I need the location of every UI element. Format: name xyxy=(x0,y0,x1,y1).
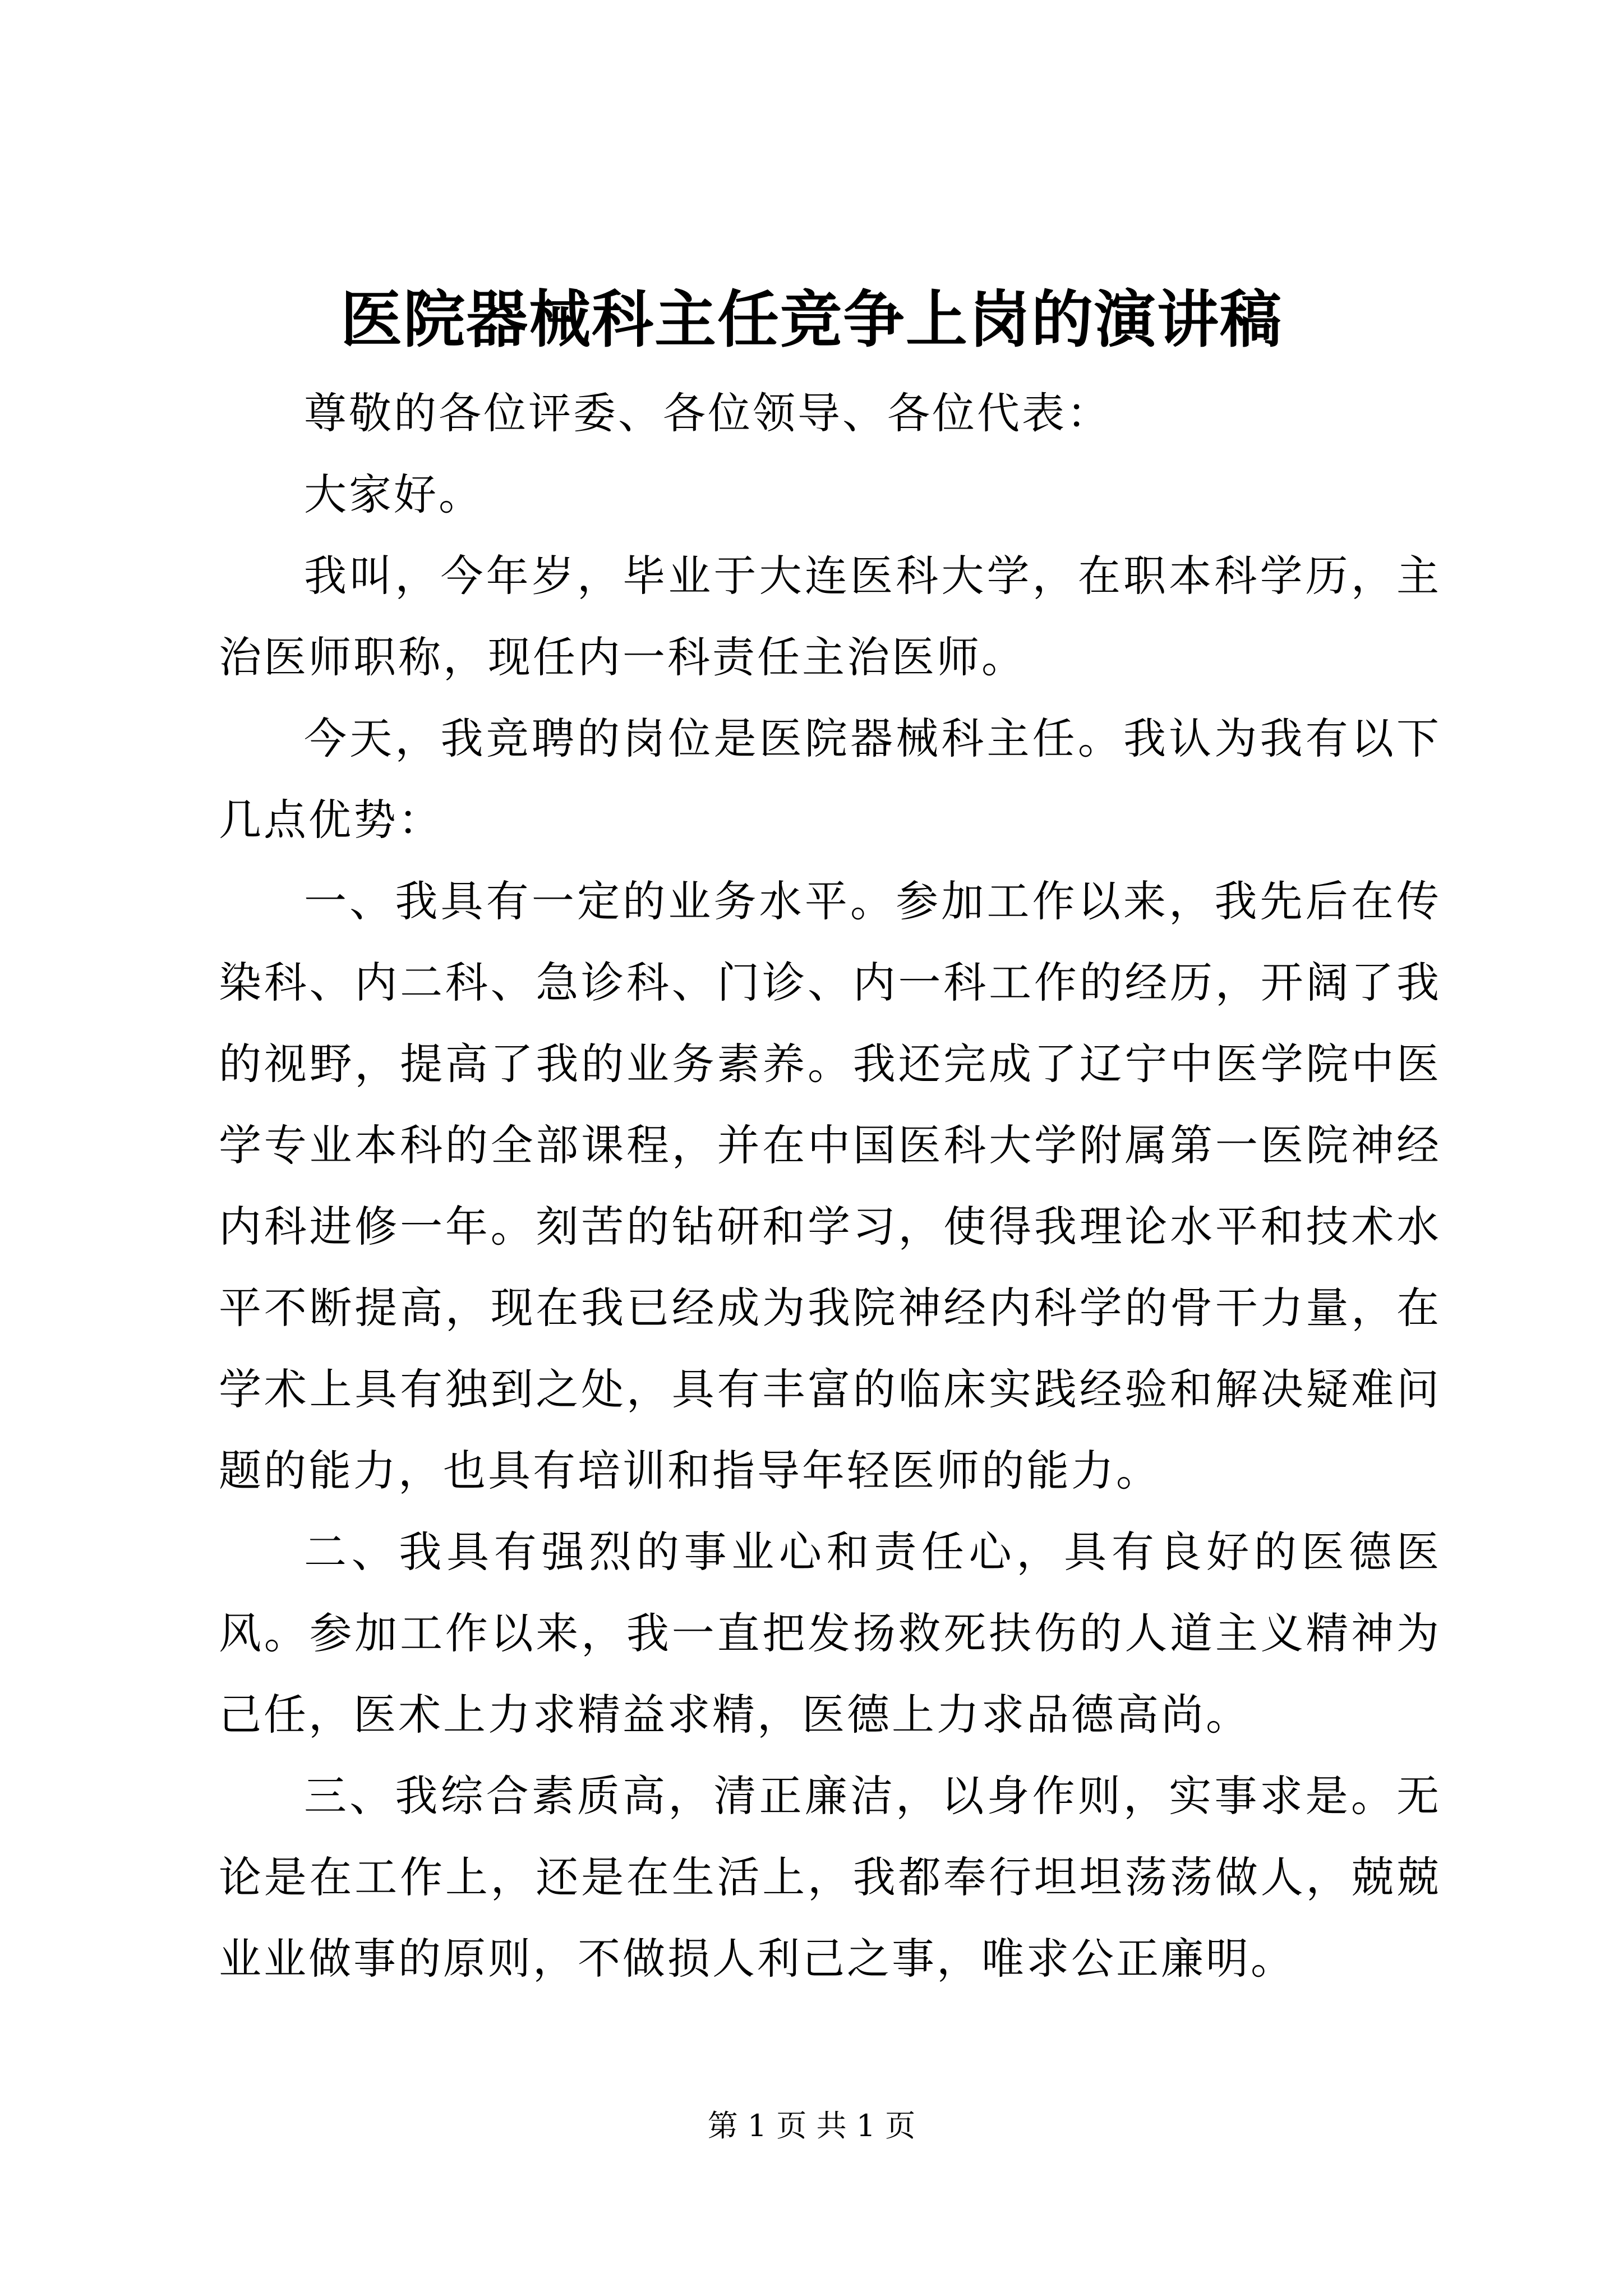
advantage-three-paragraph: 三、我综合素质高，清正廉洁，以身作则，实事求是。无论是在工作上，还是在生活上，我都奉行坦坦荡荡做人，兢兢业业做事的原则，不做损人利己之事，唯求公正廉明。 xyxy=(219,1771,1441,1984)
introduction-paragraph: 我叫，今年岁，毕业于大连医科大学，在职本科学历，主治医师职称，现任内一科责任主治医师。 xyxy=(219,551,1441,682)
greeting-paragraph: 大家好。 xyxy=(304,470,483,519)
page-number-footer: 第 1 页 共 1 页 xyxy=(707,2108,916,2143)
position-paragraph: 今天，我竞聘的岗位是医院器械科主任。我认为我有以下几点优势： xyxy=(219,714,1441,845)
advantage-one-paragraph: 一、我具有一定的业务水平。参加工作以来，我先后在传染科、内二科、急诊科、门诊、内一科工作的经历，开阔了我的视野，提高了我的业务素养。我还完成了辽宁中医学院中医学专业本科的全部课程，并在中国医科大学附属第一医院神经内科进修一年。刻苦的钻研和学习，使得我理论水平和技术水平不断提高，现在我已经成为我院神经内科学的骨干力量，在学术上具有独到之处，具有丰富的临床实践经验和解决疑难问题的能力，也具有培训和指导年轻医师的能力。 xyxy=(219,876,1441,1496)
document-title: 医院器械科主任竞争上岗的演讲稿 xyxy=(340,283,1283,356)
salutation-paragraph: 尊敬的各位评委、各位领导、各位代表： xyxy=(304,388,1112,438)
advantage-two-paragraph: 二、我具有强烈的事业心和责任心，具有良好的医德医风。参加工作以来，我一直把发扬救死扶伤的人道主义精神为己任，医术上力求精益求精，医德上力求品德高尚。 xyxy=(219,1527,1441,1740)
document-body xyxy=(219,372,1441,1999)
